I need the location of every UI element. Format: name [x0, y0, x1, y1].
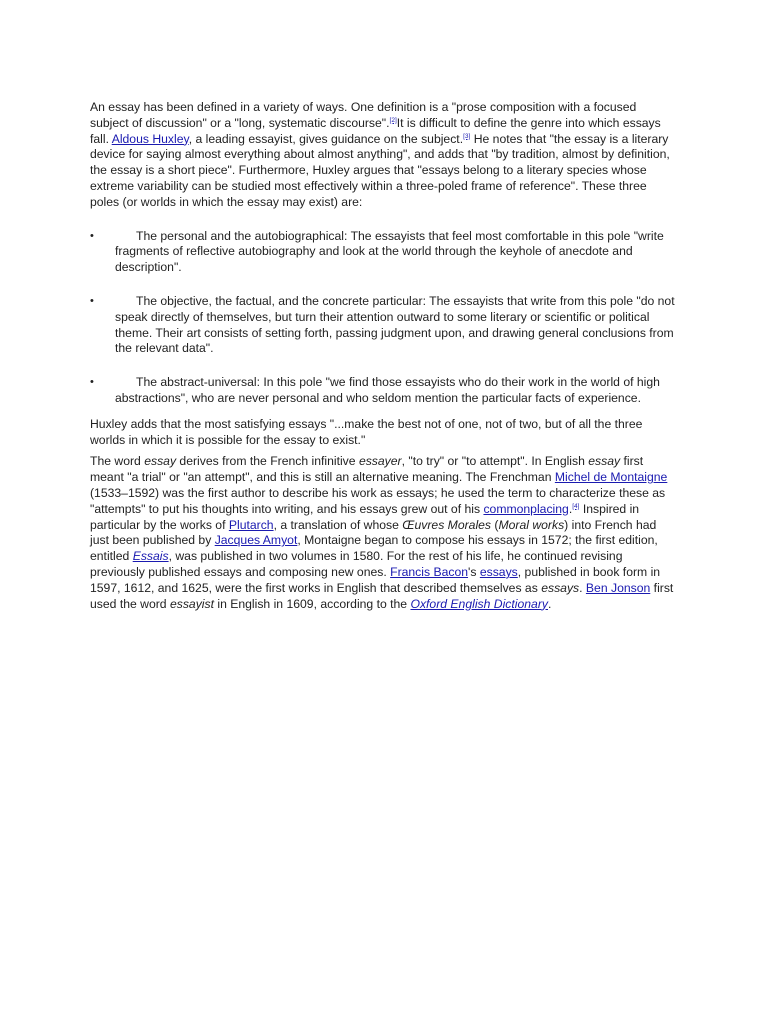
etym-text: derives from the French infinitive: [176, 454, 359, 469]
etym-em: Moral works: [498, 517, 565, 532]
huxley-paragraph: Huxley adds that the most satisfying essays "...make the best not of one, not of two, but of all the three worlds in which it is possible for the essay to exist.": [90, 416, 643, 447]
bullet-glyph: •: [90, 229, 94, 242]
link-essays[interactable]: essays: [479, 564, 518, 579]
etym-text: , Montaigne began to compose his essays in 1572; the first edition, entitled: [90, 533, 658, 564]
pole-text-personal: The personal and the autobiographical: The essayists that feel most comfortable in this pole "write fragments of reflective autobiography and look at the world through the keyhole of anecdote and description".: [115, 228, 664, 275]
bullet-glyph: •: [90, 294, 94, 307]
intro-text-1: An essay has been defined in a variety of ways. One definition is a "prose composition with a focused subject of discussion" or a "long, systematic discourse".: [90, 100, 637, 130]
pole-text-objective: The objective, the factual, and the concrete particular: The essayists that write from this pole "do not speak directly of themselves, but turn their attention outward to some literary or scientific or political theme. Their art consists of setting forth, passing judgment upon, and drawing general conclusions from the relevant data".: [115, 293, 675, 356]
document-page: [90, 100, 678, 618]
etym-text: , "to try" or "to attempt". In English: [401, 454, 589, 469]
link-essais[interactable]: [133, 549, 169, 563]
etym-text: (1533–1592) was the first author to describe his work as essays; he used the term to characterize these as "attempts" to put his thoughts into writing, and his essays grew out of his: [90, 485, 666, 516]
etym-em: essays: [541, 580, 580, 595]
intro-text-4: He notes that "the essay is a literary device for saying almost everything about almost anything", and adds that "by tradition, almost by definition, the essay is a short piece". Furthermore, Huxley argues that "essays belong to a literary species whose extreme variability can be studied most effectively within a three-poled frame of reference". These three poles (or worlds in which the essay may exist) are:: [90, 131, 670, 209]
etym-text: in English in 1609, according to the: [213, 596, 411, 611]
etym-text: first used the word: [90, 580, 674, 611]
etym-em: Essais: [132, 549, 169, 564]
etym-text: (: [491, 517, 499, 532]
etym-text: .: [547, 596, 552, 611]
link-commonplacing[interactable]: commonplacing: [483, 501, 569, 516]
etym-em: essay: [588, 454, 621, 469]
etym-em: essayist: [169, 596, 214, 611]
etym-text: Inspired in particular by the works of: [90, 501, 640, 532]
link-oxford-english-dictionary[interactable]: [410, 597, 548, 611]
poles-list: [90, 229, 678, 407]
intro-text-3: , a leading essayist, gives guidance on the subject.: [188, 131, 464, 146]
list-item: [90, 375, 678, 407]
etymology-paragraph: [90, 454, 678, 612]
citation-4[interactable]: [4]: [572, 502, 580, 510]
citation-2[interactable]: [2]: [389, 116, 397, 124]
link-aldous-huxley[interactable]: Aldous Huxley: [111, 131, 189, 146]
etym-text: ) into French had just been published by: [90, 517, 657, 548]
list-item: [90, 229, 678, 276]
link-plutarch[interactable]: Plutarch: [228, 517, 274, 532]
etym-em: essayer: [358, 454, 402, 469]
pole-text-abstract: The abstract-universal: In this pole "we find those essayists who do their work in the world of high abstractions", who are never personal and who seldom mention the particular facts of experience.: [115, 375, 660, 405]
link-ben-jonson[interactable]: Ben Jonson: [585, 580, 651, 595]
link-michel-de-montaigne[interactable]: Michel de Montaigne: [554, 470, 668, 485]
link-jacques-amyot[interactable]: Jacques Amyot: [214, 533, 298, 548]
intro-text-2: It is difficult to define the genre into which essays fall.: [90, 115, 661, 146]
link-francis-bacon[interactable]: Francis Bacon: [390, 564, 469, 579]
list-item: [90, 294, 678, 357]
citation-3[interactable]: [3]: [463, 132, 471, 140]
bullet-glyph: •: [90, 376, 94, 389]
etym-text: , was published in two volumes in 1580. For the rest of his life, he continued revising previously published essays and composing new ones.: [90, 549, 623, 579]
etym-em: Œuvres Morales: [402, 517, 492, 532]
etym-text: .: [568, 501, 573, 516]
etym-em: essay: [144, 454, 177, 469]
etym-text: , published in book form in 1597, 1612, and 1625, were the first works in English that described themselves as: [90, 564, 661, 595]
etym-text: .: [579, 580, 586, 595]
etym-em: Oxford English Dictionary: [410, 596, 548, 611]
etym-text: , a translation of whose: [273, 517, 403, 532]
intro-paragraph: [90, 100, 678, 211]
etym-text: 's: [468, 564, 480, 579]
etym-text: first meant "a trial" or "an attempt", and this is still an alternative meaning. The Frenchman: [90, 454, 644, 485]
etym-text: The word: [90, 454, 145, 469]
